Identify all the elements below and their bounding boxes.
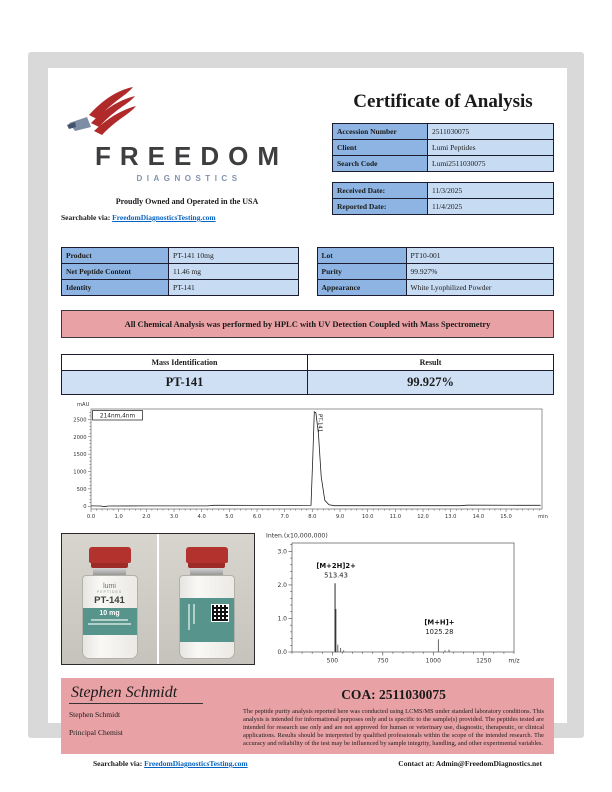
purity-value: 99.927%: [406, 264, 554, 280]
client-label: Client: [333, 140, 428, 156]
svg-text:1250: 1250: [476, 657, 492, 665]
svg-text:0.0: 0.0: [277, 649, 287, 657]
mass-identification-table: [61, 354, 554, 395]
svg-text:9.0: 9.0: [335, 514, 345, 520]
svg-text:mAU: mAU: [77, 402, 90, 408]
product-value: PT-141 10mg: [169, 248, 299, 264]
svg-text:15.0: 15.0: [500, 514, 512, 520]
accession-number-label: Accession Number: [333, 124, 428, 140]
vial-back-photo: [159, 534, 254, 664]
identity-label: Identity: [62, 280, 169, 296]
accession-number-value: 2511030075: [428, 124, 554, 140]
svg-text:13.0: 13.0: [444, 514, 457, 520]
svg-text:500: 500: [76, 486, 87, 493]
vial-crimp-ring: [93, 568, 126, 575]
lot-label: Lot: [317, 248, 406, 264]
vial-body: [179, 575, 235, 659]
accession-table: [332, 123, 554, 172]
disclaimer-text: The peptide purity analysis reported here was conducted using LCMS/MS under standard laboratory conditions. This analysis is intended for informational purposes only and is specific to the sample(s) provided. The peptides tested are intended for research use only and are not approved for human or veterinary use, diagnostic, therapeutic, or clinical applications. Results should be interpreted by qualified professionals within the scope of the intended research. The accuracy and reliability of the test may be influenced by sample integrity, handling, and other experimental variables.: [243, 708, 544, 747]
mass-spectrum: [262, 528, 524, 670]
table-row: [333, 156, 554, 172]
table-row: [62, 355, 554, 371]
mass-id-value: PT-141: [62, 371, 308, 395]
header-right: [332, 77, 554, 222]
signature-block: [61, 678, 554, 754]
signer-name: Stephen Schmidt: [69, 710, 121, 719]
appearance-value: White Lyophilized Powder: [406, 280, 554, 296]
svg-text:0.0: 0.0: [86, 514, 96, 520]
vial-brand: lumi: [103, 583, 116, 590]
table-row: [317, 280, 554, 296]
vial-cap: [89, 547, 131, 563]
svg-text:7.0: 7.0: [280, 514, 289, 520]
svg-text:1.0: 1.0: [114, 514, 123, 520]
dates-table: [332, 182, 554, 215]
vial-teal-band: [83, 608, 137, 635]
vial-brand-sub: PEPTIDES: [96, 590, 123, 594]
client-value: Lumi Peptides: [428, 140, 554, 156]
lot-value: PT10-001: [406, 248, 554, 264]
reported-date-value: 11/4/2025: [428, 199, 554, 215]
svg-text:Inten.(x10,000,000): Inten.(x10,000,000): [266, 532, 328, 540]
brand-subtitle: DIAGNOSTICS: [136, 174, 242, 183]
svg-text:2500: 2500: [73, 417, 87, 424]
svg-text:2000: 2000: [73, 434, 87, 441]
signer-identity: [69, 704, 229, 748]
svg-text:214nm,4nm: 214nm,4nm: [99, 413, 136, 420]
svg-text:m/z: m/z: [508, 657, 520, 665]
received-date-label: Received Date:: [333, 183, 428, 199]
svg-text:8.0: 8.0: [308, 514, 317, 520]
svg-text:1000: 1000: [73, 469, 87, 476]
svg-text:1000: 1000: [425, 657, 441, 665]
received-date-value: 11/3/2025: [428, 183, 554, 199]
net-peptide-value: 11.46 mg: [169, 264, 299, 280]
svg-text:2.0: 2.0: [277, 582, 287, 590]
footer-searchable-label: Searchable via:: [93, 759, 143, 768]
table-row: [317, 248, 554, 264]
vial-dose: 10 mg: [99, 610, 120, 617]
vial-crimp-ring: [190, 568, 223, 575]
page-title: Certificate of Analysis: [353, 91, 533, 112]
hplc-chart: [61, 400, 554, 524]
table-row: [62, 280, 299, 296]
svg-text:750: 750: [377, 657, 389, 665]
searchable-link[interactable]: FreedomDiagnosticsTesting.com: [112, 213, 216, 222]
vial-body: [82, 575, 138, 659]
footer-searchable: [93, 759, 248, 768]
table-row: [62, 248, 299, 264]
appearance-label: Appearance: [317, 280, 406, 296]
hplc-chromatogram: [61, 400, 554, 524]
table-row: [333, 183, 554, 199]
identity-value: PT-141: [169, 280, 299, 296]
mass-id-header: Mass Identification: [62, 355, 308, 371]
footer: [61, 759, 554, 768]
product-lot-row: [61, 247, 554, 296]
svg-text:3.0: 3.0: [277, 548, 287, 556]
svg-text:0: 0: [83, 504, 87, 511]
vial-front-photo: [62, 534, 157, 664]
footer-searchable-link[interactable]: FreedomDiagnosticsTesting.com: [144, 759, 248, 768]
vial-product-name: PT-141: [94, 595, 125, 606]
signer-title: Principal Chemist: [69, 728, 123, 737]
svg-text:513.43: 513.43: [324, 571, 348, 580]
flag-eagle-icon: [61, 87, 139, 139]
purity-label: Purity: [317, 264, 406, 280]
footer-contact: Contact at: Admin@FreedomDiagnostics.net: [398, 759, 542, 768]
svg-text:10.0: 10.0: [361, 514, 374, 520]
table-row: [333, 199, 554, 215]
svg-text:4.0: 4.0: [197, 514, 206, 520]
vial-back-band: [180, 598, 234, 642]
lot-table: [317, 247, 555, 296]
svg-text:6.0: 6.0: [252, 514, 262, 520]
result-value: 99.927%: [308, 371, 554, 395]
coa-number: COA: 2511030075: [341, 687, 446, 702]
svg-text:500: 500: [326, 657, 339, 665]
product-label: Product: [62, 248, 169, 264]
evidence-row: [61, 528, 554, 670]
svg-text:5.0: 5.0: [225, 514, 234, 520]
search-code-value: Lumi2511030075: [428, 156, 554, 172]
searchable-line: [61, 213, 313, 222]
brand-name: FREEDOM: [95, 141, 288, 171]
svg-text:1.0: 1.0: [277, 615, 287, 623]
reported-date-label: Reported Date:: [333, 199, 428, 215]
svg-text:12.0: 12.0: [417, 514, 429, 520]
ms-chart: [262, 528, 524, 670]
analysis-method-banner: All Chemical Analysis was performed by HPLC with UV Detection Coupled with Mass Spectrometry: [61, 310, 554, 338]
searchable-label: Searchable via:: [61, 213, 111, 222]
net-peptide-label: Net Peptide Content: [62, 264, 169, 280]
table-row: [333, 140, 554, 156]
svg-text:[M+H]+: [M+H]+: [424, 618, 455, 627]
search-code-label: Search Code: [333, 156, 428, 172]
qr-code: [211, 604, 229, 622]
table-row: [62, 264, 299, 280]
vial-photos: [61, 533, 255, 665]
table-row: [62, 371, 554, 395]
svg-text:11.0: 11.0: [389, 514, 402, 520]
vial-back: [178, 547, 236, 659]
brand-tagline: Proudly Owned and Operated in the USA: [115, 197, 259, 206]
table-row: [317, 264, 554, 280]
result-header: Result: [308, 355, 554, 371]
svg-text:[M+2H]2+: [M+2H]2+: [316, 562, 356, 571]
svg-text:14.0: 14.0: [472, 514, 485, 520]
svg-text:2.0: 2.0: [142, 514, 151, 520]
table-row: [333, 124, 554, 140]
svg-text:1500: 1500: [73, 452, 87, 459]
vial-front: [81, 547, 139, 659]
product-table: [61, 247, 299, 296]
svg-text:1025.28: 1025.28: [425, 627, 454, 636]
logo-block: [61, 77, 313, 222]
vial-cap: [186, 547, 228, 563]
svg-text:PT-141: PT-141: [316, 414, 323, 433]
certificate-sheet: [48, 68, 567, 768]
header: [61, 77, 554, 222]
svg-text:3.0: 3.0: [169, 514, 179, 520]
signature-script: Stephen Schmidt: [69, 684, 203, 704]
svg-text:min: min: [538, 514, 548, 520]
